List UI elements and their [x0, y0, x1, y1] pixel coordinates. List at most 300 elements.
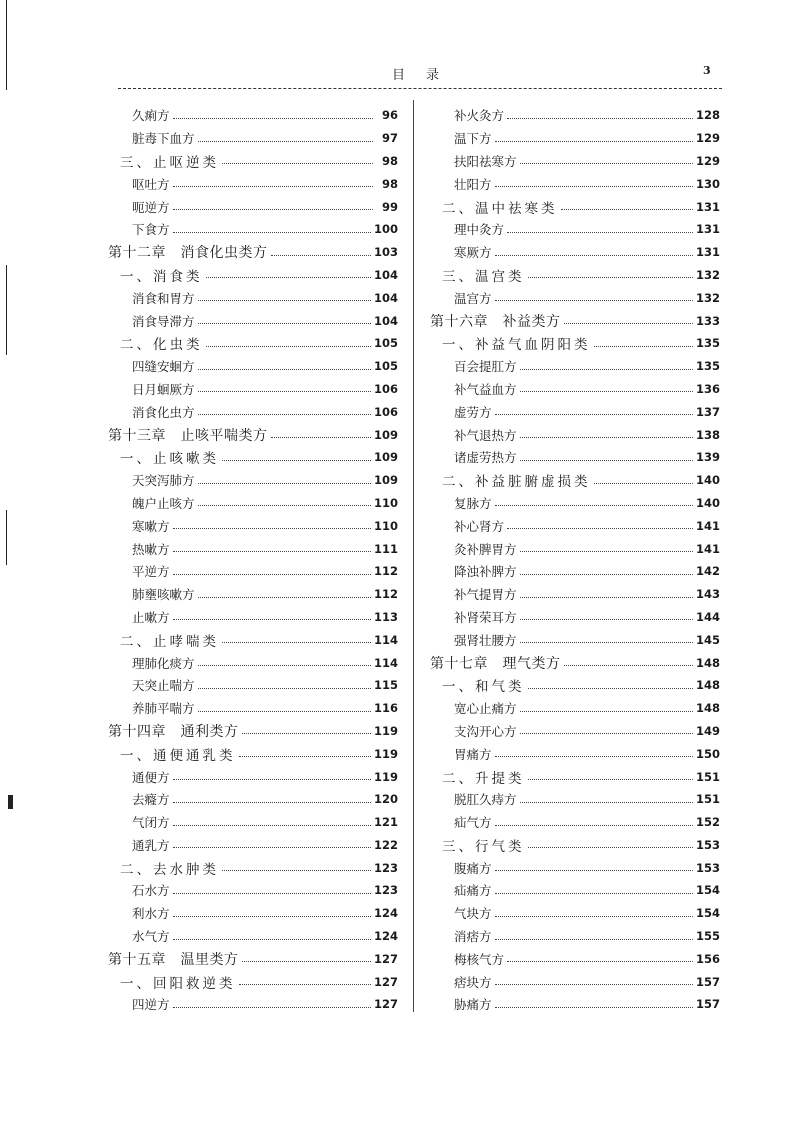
toc-entry-label: 三、行气类	[442, 838, 525, 855]
dot-leader	[520, 551, 693, 552]
toc-entry-item	[430, 127, 720, 150]
toc-entry-page: 136	[695, 381, 720, 396]
toc-entry-page: 115	[373, 678, 398, 693]
toc-entry-label: 止嗽方	[132, 609, 170, 625]
toc-entry-section	[108, 856, 398, 879]
toc-entry-page: 109	[373, 473, 398, 488]
toc-entry-page: 119	[373, 723, 398, 738]
dot-leader	[198, 300, 371, 301]
dot-leader	[495, 756, 693, 757]
toc-entry-label: 三、温宫类	[442, 268, 525, 285]
dot-leader	[507, 118, 693, 119]
toc-entry-page: 114	[373, 632, 398, 647]
dot-leader	[198, 505, 371, 506]
toc-entry-item	[430, 104, 720, 127]
toc-entry-label: 天突泻肺方	[132, 473, 195, 489]
toc-entry-label: 疝痛方	[454, 883, 492, 899]
toc-entry-section	[108, 264, 398, 287]
toc-entry-item	[108, 651, 398, 674]
dot-leader	[198, 391, 371, 392]
toc-entry-page: 148	[695, 655, 720, 670]
toc-entry-page: 120	[373, 792, 398, 807]
toc-entry-item	[430, 993, 720, 1016]
toc-entry-item	[430, 720, 720, 743]
dot-leader	[198, 688, 371, 689]
toc-entry-label: 灸补脾胃方	[454, 541, 517, 557]
toc-entry-item	[108, 218, 398, 241]
dot-leader	[173, 528, 371, 529]
toc-entry-label: 消食化虫方	[132, 404, 195, 420]
toc-entry-label: 梅核气方	[454, 951, 505, 967]
toc-entry-label: 温宫方	[454, 290, 492, 306]
toc-entry-page: 155	[695, 929, 720, 944]
toc-entry-page: 129	[695, 131, 720, 146]
toc-entry-label: 一、补益气血阴阳类	[442, 337, 591, 354]
toc-entry-page: 109	[373, 450, 398, 465]
toc-entry-section	[108, 332, 398, 355]
dot-leader	[173, 209, 373, 210]
toc-entry-item	[108, 104, 398, 127]
dot-leader	[495, 1007, 693, 1008]
toc-entry-label: 百会提肛方	[454, 359, 517, 375]
toc-entry-item	[108, 514, 398, 537]
toc-entry-label: 腹痛方	[454, 860, 492, 876]
toc-entry-item	[430, 925, 720, 948]
toc-entry-page: 121	[373, 815, 398, 830]
toc-entry-page: 144	[695, 609, 720, 624]
dot-leader	[242, 733, 371, 734]
toc-entry-page: 103	[373, 245, 398, 260]
toc-entry-page: 122	[373, 837, 398, 852]
dot-leader	[495, 984, 693, 985]
dot-leader	[198, 665, 371, 666]
dot-leader	[528, 847, 693, 848]
toc-entry-page: 132	[695, 290, 720, 305]
toc-entry-item	[430, 628, 720, 651]
dot-leader	[520, 597, 693, 598]
dot-leader	[520, 163, 693, 164]
toc-entry-page: 140	[695, 473, 720, 488]
dot-leader	[495, 505, 693, 506]
dot-leader	[520, 460, 693, 461]
toc-entry-label: 下食方	[132, 222, 170, 238]
toc-entry-label: 气块方	[454, 906, 492, 922]
toc-entry-item	[108, 286, 398, 309]
toc-entry-chapter	[108, 947, 398, 970]
toc-entry-item	[108, 811, 398, 834]
dot-leader	[495, 141, 693, 142]
toc-entry-label: 降浊补脾方	[454, 564, 517, 580]
toc-entry-page: 135	[695, 336, 720, 351]
dot-leader	[222, 163, 373, 164]
toc-entry-label: 消痞方	[454, 929, 492, 945]
toc-entry-item	[108, 355, 398, 378]
dot-leader	[594, 346, 693, 347]
toc-entry-label: 四缝安蛔方	[132, 359, 195, 375]
toc-entry-label: 补火灸方	[454, 108, 505, 124]
toc-entry-item	[108, 172, 398, 195]
toc-entry-page: 127	[373, 951, 398, 966]
toc-entry-item	[108, 583, 398, 606]
toc-entry-page: 123	[373, 883, 398, 898]
toc-entry-item	[108, 606, 398, 629]
toc-entry-label: 消食和胃方	[132, 290, 195, 306]
dot-leader	[495, 916, 693, 917]
toc-entry-page: 154	[695, 883, 720, 898]
dot-leader	[520, 574, 693, 575]
dot-leader	[520, 437, 693, 438]
dot-leader	[495, 414, 693, 415]
toc-entry-page: 133	[695, 313, 720, 328]
toc-entry-item	[430, 742, 720, 765]
toc-entry-label: 强肾壮腰方	[454, 632, 517, 648]
toc-entry-section	[430, 332, 720, 355]
scan-edge-mark	[8, 795, 13, 809]
toc-entry-page: 105	[373, 359, 398, 374]
dot-leader	[495, 939, 693, 940]
column-divider	[413, 100, 414, 1012]
toc-entry-item	[430, 355, 720, 378]
toc-entry-page: 123	[373, 860, 398, 875]
dot-leader	[222, 460, 371, 461]
toc-entry-label: 通便方	[132, 769, 170, 785]
toc-entry-item	[108, 834, 398, 857]
toc-entry-page: 96	[381, 108, 398, 123]
toc-entry-page: 106	[373, 381, 398, 396]
toc-entry-item	[430, 286, 720, 309]
toc-entry-label: 四逆方	[132, 997, 170, 1013]
toc-entry-label: 养肺平喘方	[132, 701, 195, 717]
toc-entry-section	[430, 834, 720, 857]
toc-entry-item	[108, 400, 398, 423]
toc-entry-item	[430, 423, 720, 446]
toc-entry-label: 扶阳祛寒方	[454, 153, 517, 169]
dot-leader	[173, 619, 371, 620]
dot-leader	[564, 665, 693, 666]
toc-entry-item	[430, 446, 720, 469]
toc-entry-page: 140	[695, 495, 720, 510]
toc-entry-page: 129	[695, 153, 720, 168]
toc-entry-page: 119	[373, 769, 398, 784]
toc-entry-label: 二、去水肿类	[120, 861, 219, 878]
toc-entry-label: 第十七章 理气类方	[430, 655, 561, 672]
toc-entry-item	[108, 788, 398, 811]
toc-entry-section	[430, 765, 720, 788]
toc-entry-page: 127	[373, 997, 398, 1012]
toc-entry-item	[430, 150, 720, 173]
toc-entry-label: 二、补益脏腑虚损类	[442, 474, 591, 491]
toc-entry-page: 132	[695, 267, 720, 282]
toc-entry-page: 143	[695, 587, 720, 602]
dot-leader	[520, 369, 693, 370]
toc-entry-label: 二、升提类	[442, 770, 525, 787]
toc-entry-label: 胃痛方	[454, 746, 492, 762]
dot-leader	[495, 186, 693, 187]
dot-leader	[173, 802, 371, 803]
toc-entry-label: 天突止喘方	[132, 678, 195, 694]
toc-entry-label: 宽心止痛方	[454, 701, 517, 717]
dot-leader	[222, 870, 371, 871]
toc-entry-label: 理中灸方	[454, 222, 505, 238]
dot-leader	[507, 232, 693, 233]
toc-entry-page: 131	[695, 222, 720, 237]
scan-edge-mark	[6, 265, 7, 355]
toc-entry-label: 利水方	[132, 906, 170, 922]
dot-leader	[507, 528, 693, 529]
toc-entry-label: 一、止咳嗽类	[120, 451, 219, 468]
toc-entry-label: 第十四章 通利类方	[108, 723, 239, 740]
toc-entry-page: 137	[695, 404, 720, 419]
toc-entry-item	[108, 378, 398, 401]
toc-entry-item	[108, 697, 398, 720]
toc-entry-item	[430, 583, 720, 606]
dot-leader	[173, 551, 371, 552]
dot-leader	[198, 483, 371, 484]
toc-entry-item	[108, 127, 398, 150]
scan-edge-mark	[6, 510, 7, 565]
dot-leader	[198, 597, 371, 598]
toc-entry-item	[108, 674, 398, 697]
toc-entry-label: 第十三章 止咳平喘类方	[108, 427, 268, 444]
toc-entry-label: 补气益血方	[454, 381, 517, 397]
toc-entry-label: 一、和气类	[442, 679, 525, 696]
toc-entry-item	[108, 492, 398, 515]
dot-leader	[520, 733, 693, 734]
dot-leader	[198, 711, 371, 712]
toc-entry-page: 157	[695, 974, 720, 989]
toc-entry-section	[108, 446, 398, 469]
toc-entry-section	[108, 970, 398, 993]
toc-entry-item	[430, 811, 720, 834]
toc-entry-page: 104	[373, 313, 398, 328]
dot-leader	[495, 893, 693, 894]
dot-leader	[239, 756, 371, 757]
dot-leader	[495, 300, 693, 301]
toc-entry-section	[108, 628, 398, 651]
toc-entry-label: 寒厥方	[454, 245, 492, 261]
toc-entry-section	[430, 264, 720, 287]
toc-entry-item	[430, 378, 720, 401]
toc-entry-label: 补气提胃方	[454, 587, 517, 603]
toc-entry-label: 通乳方	[132, 837, 170, 853]
toc-entry-page: 98	[381, 176, 398, 191]
toc-entry-label: 去癃方	[132, 792, 170, 808]
toc-entry-label: 三、止呕逆类	[120, 154, 219, 171]
toc-entry-label: 温下方	[454, 131, 492, 147]
toc-entry-page: 142	[695, 564, 720, 579]
header-title-left: 目	[392, 68, 406, 83]
toc-entry-label: 理肺化痰方	[132, 655, 195, 671]
toc-entry-label: 胁痛方	[454, 997, 492, 1013]
toc-entry-page: 153	[695, 860, 720, 875]
toc-entry-item	[430, 241, 720, 264]
toc-entry-label: 第十五章 温里类方	[108, 951, 239, 968]
toc-entry-item	[108, 902, 398, 925]
toc-entry-page: 106	[373, 404, 398, 419]
toc-entry-page: 110	[373, 495, 398, 510]
dot-leader	[528, 277, 693, 278]
toc-entry-label: 二、温中祛寒类	[442, 200, 558, 217]
toc-entry-item	[430, 514, 720, 537]
dot-leader	[520, 711, 693, 712]
toc-entry-page: 109	[373, 427, 398, 442]
dot-leader	[173, 893, 371, 894]
dot-leader	[198, 414, 371, 415]
toc-entry-label: 虚劳方	[454, 404, 492, 420]
dot-leader	[495, 870, 693, 871]
dot-leader	[222, 642, 371, 643]
toc-entry-item	[108, 560, 398, 583]
toc-entry-label: 第十二章 消食化虫类方	[108, 245, 268, 262]
dot-leader	[173, 779, 371, 780]
toc-entry-chapter	[108, 720, 398, 743]
toc-entry-item	[430, 218, 720, 241]
dot-leader	[173, 232, 371, 233]
toc-entry-page: 141	[695, 541, 720, 556]
toc-entry-page: 156	[695, 951, 720, 966]
toc-entry-item	[430, 947, 720, 970]
toc-entry-page: 141	[695, 518, 720, 533]
toc-entry-item	[430, 172, 720, 195]
dot-leader	[173, 825, 371, 826]
toc-right-column	[430, 104, 720, 1016]
toc-entry-item	[430, 537, 720, 560]
toc-entry-page: 111	[373, 541, 398, 556]
dot-leader	[271, 437, 371, 438]
dot-leader	[173, 939, 371, 940]
toc-entry-item	[430, 606, 720, 629]
toc-entry-item	[430, 879, 720, 902]
dot-leader	[564, 323, 693, 324]
dot-leader	[520, 802, 693, 803]
toc-entry-page: 128	[695, 108, 720, 123]
toc-entry-page: 124	[373, 929, 398, 944]
toc-entry-label: 补心肾方	[454, 518, 505, 534]
toc-entry-page: 148	[695, 701, 720, 716]
dot-leader	[520, 391, 693, 392]
dot-leader	[173, 186, 373, 187]
dot-leader	[594, 483, 693, 484]
toc-entry-label: 呃逆方	[132, 199, 170, 215]
toc-entry-page: 139	[695, 450, 720, 465]
toc-entry-item	[430, 970, 720, 993]
dot-leader	[198, 141, 373, 142]
toc-entry-item	[430, 697, 720, 720]
toc-entry-label: 平逆方	[132, 564, 170, 580]
toc-entry-page: 151	[695, 769, 720, 784]
toc-entry-label: 水气方	[132, 929, 170, 945]
page-number: 3	[703, 64, 711, 77]
dot-leader	[520, 619, 693, 620]
toc-entry-item	[430, 400, 720, 423]
toc-entry-item	[430, 560, 720, 583]
toc-entry-label: 一、通便通乳类	[120, 747, 236, 764]
toc-entry-item	[430, 902, 720, 925]
toc-entry-page: 112	[373, 587, 398, 602]
header-rule	[118, 88, 722, 89]
toc-entry-label: 诸虚劳热方	[454, 450, 517, 466]
dot-leader	[173, 847, 371, 848]
toc-entry-page: 135	[695, 359, 720, 374]
toc-entry-page: 127	[373, 974, 398, 989]
toc-entry-label: 二、止哮喘类	[120, 633, 219, 650]
scan-edge-mark	[6, 0, 7, 90]
toc-entry-page: 97	[381, 131, 398, 146]
dot-leader	[198, 323, 371, 324]
toc-entry-label: 补气退热方	[454, 427, 517, 443]
dot-leader	[173, 574, 371, 575]
dot-leader	[271, 255, 371, 256]
toc-entry-page: 138	[695, 427, 720, 442]
toc-entry-page: 154	[695, 906, 720, 921]
toc-entry-chapter	[430, 651, 720, 674]
toc-entry-label: 补肾荣耳方	[454, 609, 517, 625]
toc-entry-page: 157	[695, 997, 720, 1012]
toc-entry-item	[108, 537, 398, 560]
header-title-right: 录	[426, 68, 440, 83]
dot-leader	[206, 277, 371, 278]
toc-entry-page: 145	[695, 632, 720, 647]
toc-entry-section	[430, 674, 720, 697]
toc-entry-section	[108, 742, 398, 765]
toc-entry-page: 151	[695, 792, 720, 807]
dot-leader	[528, 779, 693, 780]
dot-leader	[173, 1007, 371, 1008]
dot-leader	[173, 916, 371, 917]
dot-leader	[198, 369, 371, 370]
toc-entry-page: 131	[695, 245, 720, 260]
toc-entry-label: 日月蛔厥方	[132, 381, 195, 397]
dot-leader	[242, 961, 371, 962]
dot-leader	[495, 825, 693, 826]
toc-entry-label: 一、消食类	[120, 268, 203, 285]
toc-entry-section	[108, 150, 398, 173]
dot-leader	[239, 984, 371, 985]
toc-entry-item	[108, 879, 398, 902]
toc-entry-chapter	[108, 241, 398, 264]
toc-entry-item	[108, 469, 398, 492]
toc-entry-label: 支沟开心方	[454, 723, 517, 739]
toc-entry-label: 一、回阳救逆类	[120, 975, 236, 992]
toc-entry-page: 124	[373, 906, 398, 921]
toc-entry-label: 热嗽方	[132, 541, 170, 557]
toc-entry-page: 104	[373, 267, 398, 282]
toc-entry-section	[430, 195, 720, 218]
toc-entry-page: 105	[373, 336, 398, 351]
toc-entry-label: 痞块方	[454, 974, 492, 990]
toc-entry-page: 153	[695, 837, 720, 852]
toc-entry-label: 壮阳方	[454, 176, 492, 192]
toc-entry-page: 98	[381, 153, 398, 168]
toc-entry-label: 脱肛久痔方	[454, 792, 517, 808]
dot-leader	[520, 642, 693, 643]
toc-entry-label: 二、化虫类	[120, 337, 203, 354]
toc-entry-page: 99	[381, 199, 398, 214]
toc-entry-section	[430, 469, 720, 492]
toc-entry-label: 魄户止咳方	[132, 495, 195, 511]
toc-entry-page: 148	[695, 678, 720, 693]
toc-entry-item	[108, 993, 398, 1016]
toc-entry-label: 寒嗽方	[132, 518, 170, 534]
toc-entry-page: 149	[695, 723, 720, 738]
toc-entry-label: 久痢方	[132, 108, 170, 124]
toc-entry-page: 152	[695, 815, 720, 830]
toc-entry-label: 复脉方	[454, 495, 492, 511]
toc-entry-page: 119	[373, 746, 398, 761]
toc-entry-label: 消食导滞方	[132, 313, 195, 329]
toc-entry-page: 116	[373, 701, 398, 716]
toc-entry-page: 110	[373, 518, 398, 533]
